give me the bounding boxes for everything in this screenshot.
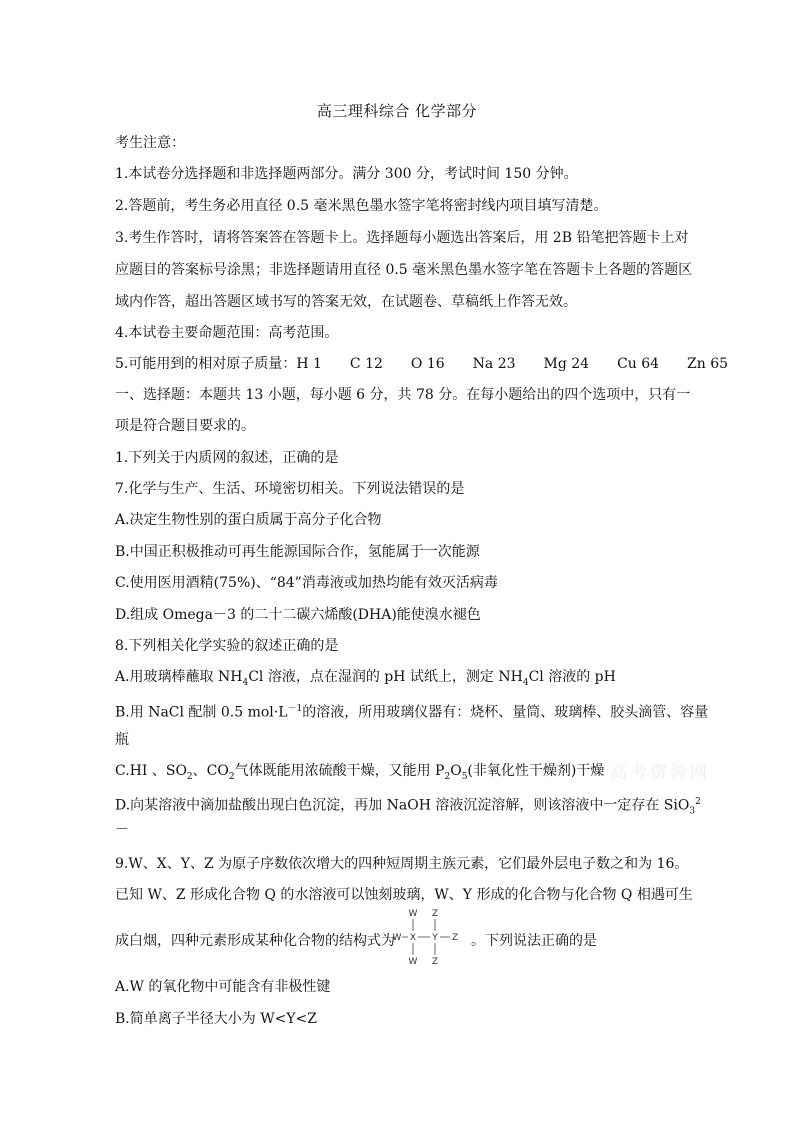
formula-top-w: W <box>408 909 418 919</box>
question-8-option-c: C.HI 、$SO_2$、$CO_2$气体既能用浓硫酸干燥，又能用 $P_2O_5$(非氧化性干燥剂)干燥 <box>115 763 605 782</box>
question-8-option-a: A.用玻璃棒蘸取 $NH_4Cl$ 溶液，点在湿润的 pH 试纸上，测定 $NH_4Cl$ 溶液的 pH <box>115 669 616 688</box>
section-heading-line-2: 项是符合题目要求的。 <box>115 418 255 434</box>
question-9-line-3: 成白烟，四种元素形成某种化合物的结构式为 。下列说法正确的是 <box>115 933 597 949</box>
notice-item-3-line-2: 应题目的答案标号涂黑；非选择题请用直径 0.5 毫米黑色墨水签字笔在答题卡上各题的答题区 <box>115 262 693 278</box>
formula-bot-w: W <box>408 957 418 967</box>
question-9-line-1: 9.W、X、Y、Z 为原子序数依次增大的四种短周期主族元素，它们最外层电子数之和为 16。 <box>115 856 689 872</box>
question-9-line-2: 已知 W、Z 形成化合物 Q 的水溶液可以蚀刻玻璃，W、Y 形成的化合物与化合物 Q 相遇可生 <box>115 887 693 903</box>
page-title: 高三理科综合 化学部分 <box>316 102 478 120</box>
question-7-option-a: A.决定生物性别的蛋白质属于高分子化合物 <box>115 512 382 528</box>
section-heading-line-1: 一、选择题：本题共 13 小题，每小题 6 分，共 78 分。在每小题给出的四个选项中，只有一 <box>115 387 691 403</box>
notice-item-3-line-3: 域内作答，超出答题区域书写的答案无效，在试题卷、草稿纸上作答无效。 <box>115 294 577 310</box>
question-7-option-c: C.使用医用酒精(75%)、“84”消毒液或加热均能有效灭活病毒 <box>115 575 498 591</box>
question-8-option-b-cont: 瓶 <box>115 732 129 748</box>
notice-item-1: 1.本试卷分选择题和非选择题两部分。满分 300 分，考试时间 150 分钟。 <box>115 166 578 182</box>
question-1: 1.下列关于内质网的叙述，正确的是 <box>115 450 339 466</box>
question-9-option-b: B.简单离子半径大小为 W<Y<Z <box>115 1011 318 1027</box>
formula-x: X <box>409 933 417 943</box>
notice-item-4: 4.本试卷主要命题范围：高考范围。 <box>115 325 339 341</box>
notice-item-5: 5.可能用到的相对原子质量：H 1 C 12 O 16 Na 23 Mg 24 Cu 64 Zn 65 <box>115 356 729 372</box>
question-8-stem: 8.下列相关化学实验的叙述正确的是 <box>115 638 339 654</box>
question-9-option-a: A.W 的氧化物中可能含有非极性键 <box>115 979 331 995</box>
notice-item-2: 2.答题前，考生务必用直径 0.5 毫米黑色墨水签字笔将密封线内项目填写清楚。 <box>115 198 608 214</box>
question-8-option-b: B.用 NaCl 配制 0.5 $mol\cdot L^{-1}$的溶液，所用玻璃仪器有：烧杯、量筒、玻璃棒、胶头滴管、容量 <box>115 704 709 721</box>
question-7-option-d: D.组成 Omega－3 的二十二碳六烯酸(DHA)能使溴水褪色 <box>115 607 481 623</box>
structural-formula <box>393 906 465 968</box>
formula-y: Y <box>432 933 438 943</box>
question-8-option-d: D.向某溶液中滴加盐酸出现白色沉淀，再加 NaOH 溶液沉淀溶解，则该溶液中一定存在 SiO$_3^2$ <box>115 797 701 817</box>
question-7-option-b: B.中国正积极推动可再生能源国际合作，氢能属于一次能源 <box>115 544 480 560</box>
formula-left-w: W <box>393 933 402 943</box>
question-8-option-d-cont: － <box>115 822 129 838</box>
formula-top-z: Z <box>431 909 439 919</box>
notice-heading: 考生注意： <box>115 135 185 151</box>
question-7-stem: 7.化学与生产、生活、环境密切相关。下列说法错误的是 <box>115 481 465 497</box>
formula-right-z: Z <box>451 933 459 943</box>
formula-bot-z: Z <box>431 957 439 967</box>
notice-item-3-line-1: 3.考生作答时，请将答案答在答题卡上。选择题每小题选出答案后，用 2B 铅笔把答题卡上对 <box>115 230 689 246</box>
watermark: 高考资源网 <box>610 763 710 783</box>
